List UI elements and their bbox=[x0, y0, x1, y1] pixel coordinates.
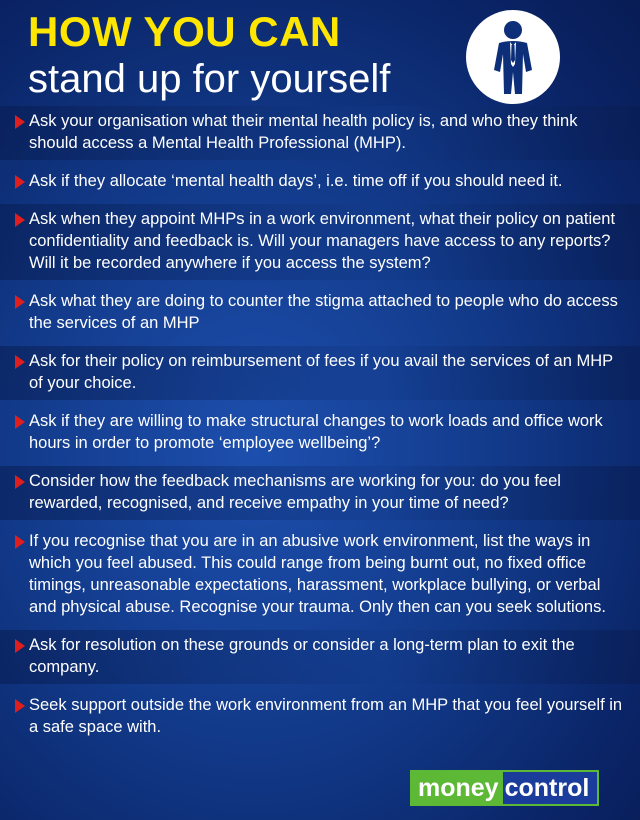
list-item-text: Ask if they allocate ‘mental health days’, i.e. time off if you should need it. bbox=[29, 172, 563, 190]
list-item-text: Consider how the feedback mechanisms are working for you: do you feel rewarded, recognised, and receive empathy in your time of need? bbox=[29, 472, 561, 512]
bullet-arrow-icon bbox=[15, 213, 25, 227]
bullet-arrow-icon bbox=[15, 475, 25, 489]
moneycontrol-logo bbox=[410, 770, 599, 806]
list-item bbox=[0, 466, 640, 520]
bullet-arrow-icon bbox=[15, 295, 25, 309]
bullet-arrow-icon bbox=[15, 415, 25, 429]
list-item-text: Seek support outside the work environment from an MHP that you feel yourself in a safe space with. bbox=[29, 696, 623, 736]
tips-list bbox=[0, 106, 640, 750]
list-item bbox=[0, 630, 640, 684]
list-item bbox=[0, 286, 640, 340]
list-item-text: Ask for resolution on these grounds or consider a long-term plan to exit the company. bbox=[29, 636, 575, 676]
bullet-arrow-icon bbox=[15, 115, 25, 129]
standing-person-icon bbox=[466, 10, 560, 104]
list-item bbox=[0, 166, 640, 198]
list-item bbox=[0, 204, 640, 280]
bullet-arrow-icon bbox=[15, 535, 25, 549]
list-item-text: Ask if they are willing to make structural changes to work loads and office work hours in order to promote ‘employee wellbeing’? bbox=[29, 412, 603, 452]
list-item-text: Ask when they appoint MHPs in a work environment, what their policy on patient confidentiality and feedback is. Will your managers have access to any reports? Will it be recorded anywhere if you access the system? bbox=[29, 210, 616, 272]
page-subtitle: stand up for yourself bbox=[28, 57, 391, 101]
list-item bbox=[0, 690, 640, 744]
logo-text-money: money bbox=[410, 770, 503, 806]
bullet-arrow-icon bbox=[15, 355, 25, 369]
page-title: HOW YOU CAN bbox=[28, 8, 341, 55]
logo-text-control: control bbox=[503, 770, 600, 806]
list-item bbox=[0, 106, 640, 160]
list-item bbox=[0, 346, 640, 400]
list-item bbox=[0, 406, 640, 460]
bullet-arrow-icon bbox=[15, 175, 25, 189]
list-item-text: If you recognise that you are in an abusive work environment, list the ways in which you feel abused. This could range from being burnt out, no fixed office timings, unreasonable expectations, harassment, workplace bullying, or verbal and physical abuse. Recognise your trauma. Only then can you seek solutions. bbox=[29, 532, 606, 616]
list-item-text: Ask what they are doing to counter the stigma attached to people who do access the services of an MHP bbox=[29, 292, 618, 332]
bullet-arrow-icon bbox=[15, 699, 25, 713]
list-item-text: Ask for their policy on reimbursement of fees if you avail the services of an MHP of your choice. bbox=[29, 352, 613, 392]
list-item bbox=[0, 526, 640, 624]
bullet-arrow-icon bbox=[15, 639, 25, 653]
list-item-text: Ask your organisation what their mental health policy is, and who they think should access a Mental Health Professional (MHP). bbox=[29, 112, 578, 152]
